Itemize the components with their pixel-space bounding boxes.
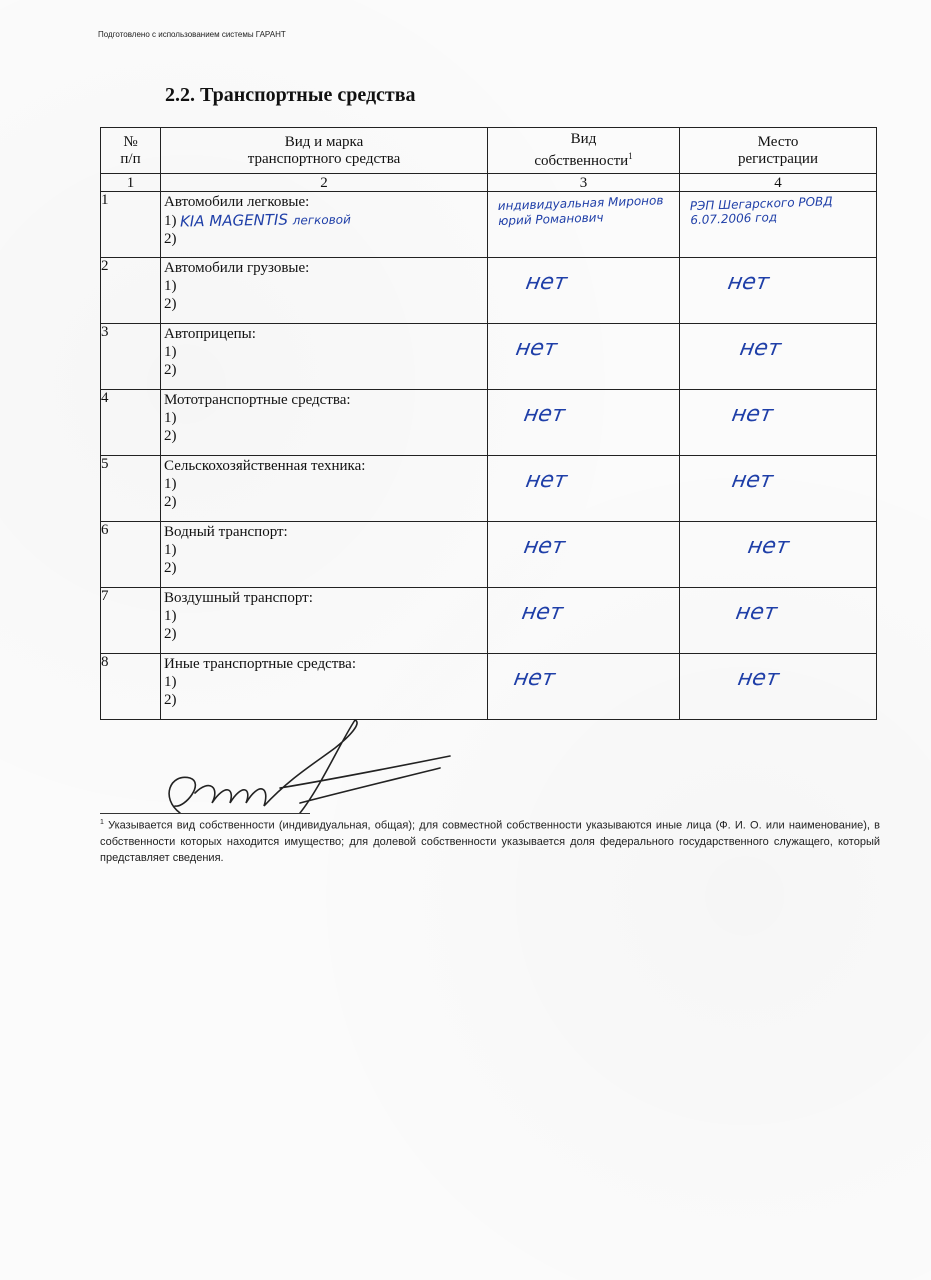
handwritten-no: нет bbox=[733, 600, 779, 625]
header-note: Подготовлено с использованием системы ГАРАНТ bbox=[98, 30, 286, 39]
row-number: 8 bbox=[101, 654, 161, 720]
item-line-2: 2) bbox=[164, 428, 177, 444]
item-line-2: 2) bbox=[164, 692, 177, 708]
handwritten-vehicle: KIA MAGENTIS легковой bbox=[180, 210, 352, 231]
vehicle-type-cell bbox=[161, 654, 488, 720]
handwritten-no: нет bbox=[737, 336, 783, 361]
category-label: Автомобили грузовые: bbox=[164, 260, 310, 276]
row-number: 1 bbox=[101, 192, 161, 258]
item-line-2: 2) bbox=[164, 362, 177, 378]
handwritten-no: нет bbox=[725, 270, 771, 295]
ownership-cell bbox=[488, 192, 680, 258]
handwritten-no: нет bbox=[745, 534, 791, 559]
header-cell-ownership: Вид собственности$^1$ bbox=[488, 128, 680, 174]
handwritten-registration: РЭП Шегарского РОВД 6.07.2006 год bbox=[689, 194, 833, 228]
section-title: 2.2. Транспортные средства bbox=[165, 84, 416, 106]
item-line-1: 1) KIA MAGENTIS легковой bbox=[164, 210, 352, 231]
table-row bbox=[101, 192, 877, 258]
ownership-cell bbox=[488, 456, 680, 522]
registration-cell bbox=[680, 588, 877, 654]
category-label: Автомобили легковые: bbox=[164, 194, 310, 210]
footnote: $^1$ Указывается вид собственности (индивидуальная, общая); для совместной собственности указываются иные лица (Ф. И. О. или наименование), в собственности которых находится имущество; для долевой собственности указывается доля федерального государственного служащего, который представляет сведения. bbox=[100, 819, 880, 864]
registration-cell bbox=[680, 192, 877, 258]
handwritten-no: нет bbox=[521, 402, 567, 427]
row-number: 6 bbox=[101, 522, 161, 588]
item-line-1: 1) bbox=[164, 278, 177, 294]
item-line-1: 1) bbox=[164, 674, 177, 690]
column-number: 1 bbox=[101, 174, 161, 192]
handwritten-ownership: индивидуальная Миронов юрий Романович bbox=[497, 193, 664, 229]
registration-cell bbox=[680, 456, 877, 522]
vehicle-type-cell bbox=[161, 324, 488, 390]
table-row bbox=[101, 324, 877, 390]
ownership-cell bbox=[488, 588, 680, 654]
category-label: Сельскохозяйственная техника: bbox=[164, 458, 366, 474]
item-line-2: 2) bbox=[164, 231, 177, 247]
vehicle-type-cell bbox=[161, 456, 488, 522]
vehicles-table bbox=[100, 127, 877, 720]
signature-scribble bbox=[150, 718, 470, 828]
column-number: 3 bbox=[488, 174, 680, 192]
column-number-row bbox=[101, 174, 877, 192]
vehicle-type-cell bbox=[161, 258, 488, 324]
table-header-row bbox=[101, 128, 877, 174]
row-number: 7 bbox=[101, 588, 161, 654]
item-line-1: 1) bbox=[164, 476, 177, 492]
handwritten-no: нет bbox=[729, 402, 775, 427]
vehicle-type-cell bbox=[161, 192, 488, 258]
row-number: 4 bbox=[101, 390, 161, 456]
table-row bbox=[101, 390, 877, 456]
row-number: 3 bbox=[101, 324, 161, 390]
item-line-2: 2) bbox=[164, 560, 177, 576]
registration-cell bbox=[680, 390, 877, 456]
table-row bbox=[101, 456, 877, 522]
row-number: 5 bbox=[101, 456, 161, 522]
table-row bbox=[101, 588, 877, 654]
item-line-2: 2) bbox=[164, 296, 177, 312]
table-row bbox=[101, 654, 877, 720]
ownership-cell bbox=[488, 522, 680, 588]
footnote-divider bbox=[100, 813, 310, 814]
item-line-1: 1) bbox=[164, 542, 177, 558]
registration-cell bbox=[680, 654, 877, 720]
ownership-cell bbox=[488, 258, 680, 324]
handwritten-no: нет bbox=[521, 534, 567, 559]
item-line-2: 2) bbox=[164, 626, 177, 642]
registration-cell bbox=[680, 324, 877, 390]
category-label: Иные транспортные средства: bbox=[164, 656, 356, 672]
handwritten-no: нет bbox=[519, 600, 565, 625]
handwritten-no: нет bbox=[511, 666, 557, 691]
handwritten-no: нет bbox=[735, 666, 781, 691]
item-line-1: 1) bbox=[164, 608, 177, 624]
handwritten-no: нет bbox=[729, 468, 775, 493]
item-line-1: 1) bbox=[164, 410, 177, 426]
ownership-cell bbox=[488, 654, 680, 720]
registration-cell bbox=[680, 258, 877, 324]
registration-cell bbox=[680, 522, 877, 588]
column-number: 4 bbox=[680, 174, 877, 192]
item-line-2: 2) bbox=[164, 494, 177, 510]
category-label: Автоприцепы: bbox=[164, 326, 256, 342]
item-line-1: 1) bbox=[164, 344, 177, 360]
handwritten-no: нет bbox=[513, 336, 559, 361]
ownership-cell bbox=[488, 324, 680, 390]
handwritten-no: нет bbox=[523, 468, 569, 493]
category-label: Воздушный транспорт: bbox=[164, 590, 313, 606]
table-row bbox=[101, 258, 877, 324]
table-row bbox=[101, 522, 877, 588]
vehicle-type-cell bbox=[161, 390, 488, 456]
category-label: Мототранспортные средства: bbox=[164, 392, 351, 408]
category-label: Водный транспорт: bbox=[164, 524, 288, 540]
vehicle-type-cell bbox=[161, 522, 488, 588]
handwritten-no: нет bbox=[523, 270, 569, 295]
vehicle-type-cell bbox=[161, 588, 488, 654]
column-number: 2 bbox=[161, 174, 488, 192]
row-number: 2 bbox=[101, 258, 161, 324]
header-cell-number: № п/п bbox=[101, 128, 161, 174]
ownership-cell bbox=[488, 390, 680, 456]
header-cell-registration: Место регистрации bbox=[680, 128, 877, 174]
header-cell-type: Вид и марка транспортного средства bbox=[161, 128, 488, 174]
